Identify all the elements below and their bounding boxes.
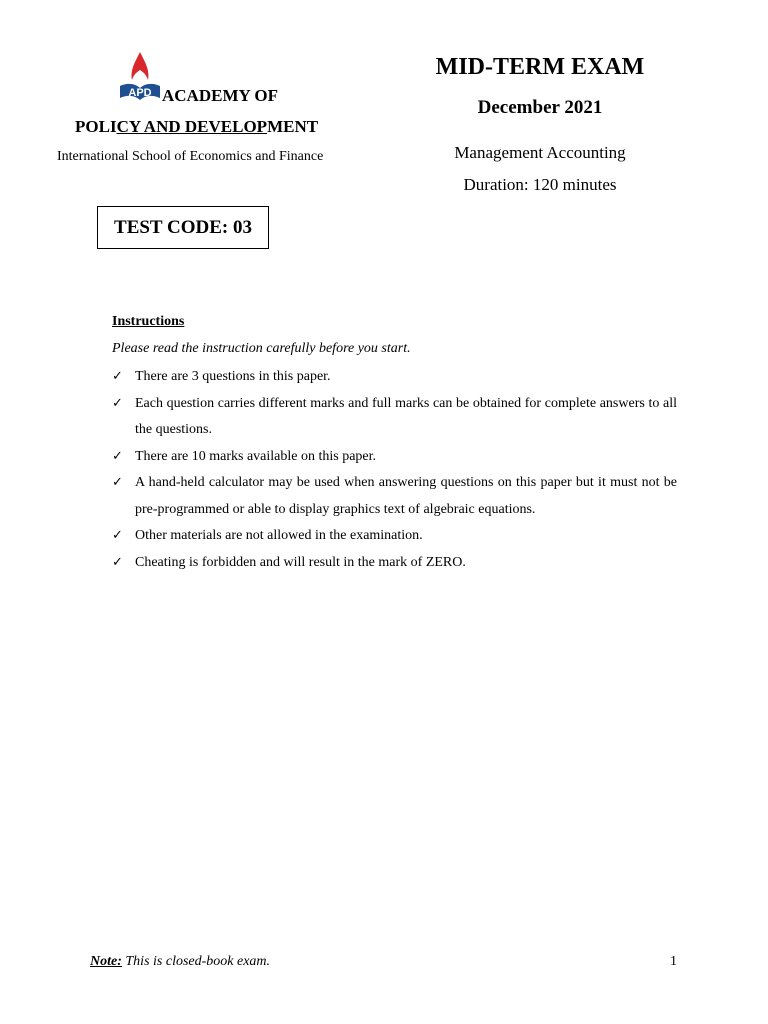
svg-text:APD: APD [128,87,152,99]
exam-info [400,52,680,196]
checkmark-icon: ✓ [112,554,123,570]
org-name-line2: POLICY AND DEVELOPMENT [75,117,319,136]
instructions-section [112,313,677,576]
note-label: Note: [90,954,122,969]
org-name-line1: ACADEMY OF [162,86,278,105]
org-subtitle: International School of Economics and Finance [57,149,324,164]
exam-title: MID-TERM EXAM [435,54,645,80]
checkmark-icon: ✓ [112,528,123,543]
exam-duration: Duration: 120 minutes [463,175,617,194]
checkmark-icon: ✓ [112,448,123,464]
test-code-box: TEST CODE: 03 [97,206,269,249]
exam-subject: Management Accounting [454,143,626,162]
page-number: 1 [670,954,677,969]
checkmark-icon: ✓ [112,475,123,490]
note-text: This is closed-book exam. [121,954,271,969]
instruction-item: ✓ Each question carries different marks and full marks can be obtained for complete answers to all the questions. [112,391,677,444]
instruction-item: ✓ Cheating is forbidden and will result in the mark of ZERO. [112,550,677,577]
instruction-item: ✓ Other materials are not allowed in the examination. [112,523,677,550]
academy-logo-icon [118,50,162,102]
instructions-heading: Instructions [112,314,185,329]
instructions-intro: Please read the instruction carefully before you start. [112,341,411,356]
instruction-item: ✓ There are 10 marks available on this paper. [112,444,677,471]
instruction-item: ✓ A hand-held calculator may be used when answering questions on this paper but it must not be pre-programmed or able to display graphics text of algebraic equations. [112,470,677,523]
footer-note [90,954,270,970]
instruction-item: ✓ There are 3 questions in this paper. [112,364,677,391]
checkmark-icon: ✓ [112,369,123,384]
checkmark-icon: ✓ [112,395,123,411]
exam-date: December 2021 [477,97,603,118]
instructions-list [112,364,677,576]
